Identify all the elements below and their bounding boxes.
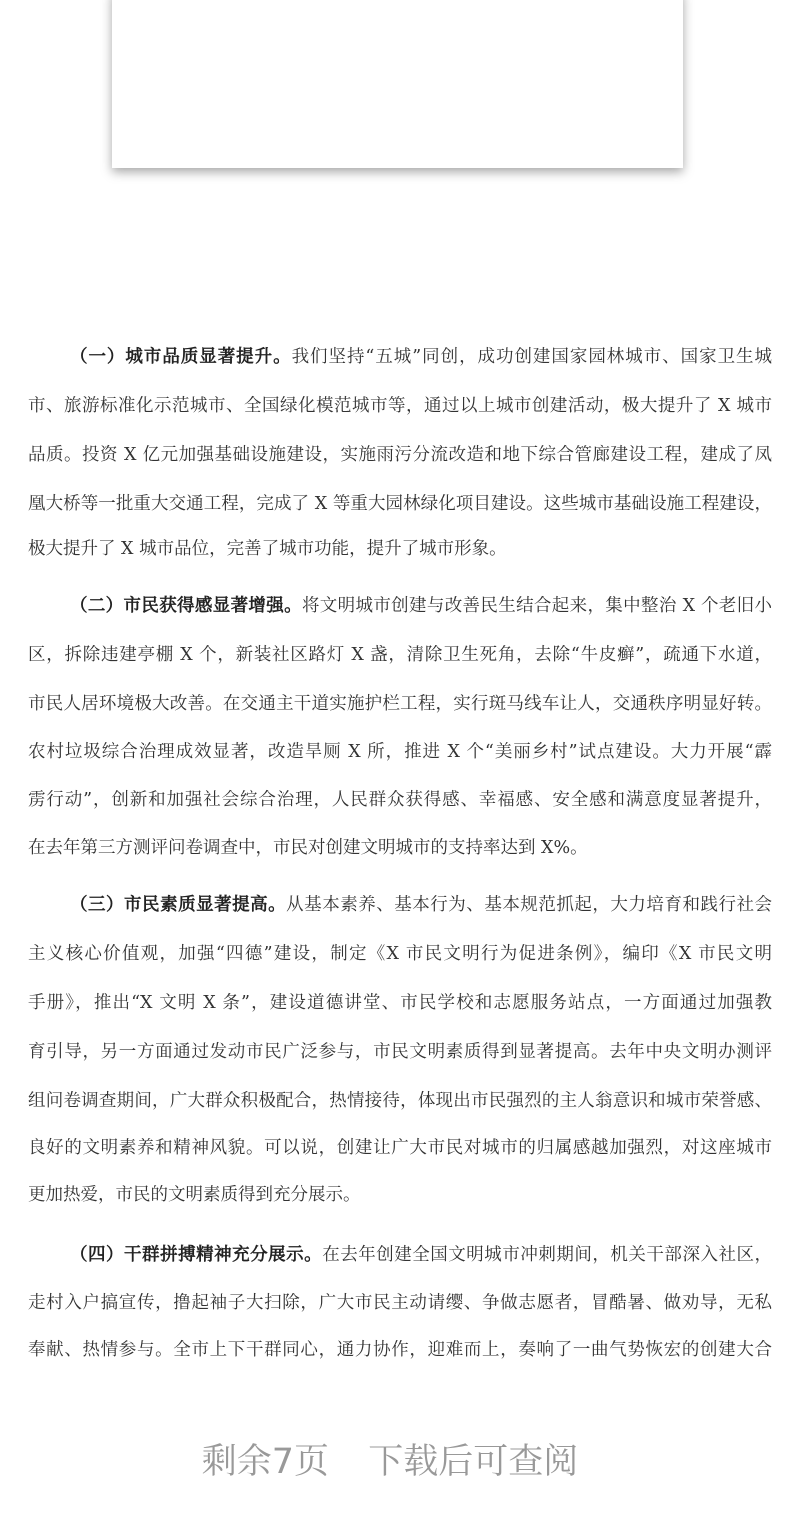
paragraph-text: 更加热爱，市民的文明素质得到充分展示。 xyxy=(28,1185,361,1205)
paragraph-text: 在去年第三方测评问卷调查中，市民对创建文明城市的支持率达到 X%。 xyxy=(28,838,588,858)
paragraph-line xyxy=(28,1291,772,1315)
paragraph-text: 奉献、热情参与。全市上下干群同心，通力协作，迎难而上，奏响了一曲气势恢宏的创建大合 xyxy=(28,1340,772,1360)
paragraph-text: 走村入户搞宣传，撸起袖子大扫除，广大市民主动请缨、争做志愿者，冒酷暑、做劝导，无私 xyxy=(28,1293,772,1313)
paragraph-line xyxy=(28,942,772,966)
paragraph-line xyxy=(70,345,772,369)
paragraph-line xyxy=(70,893,772,917)
paragraph-heading: （一）城市品质显著提升。 xyxy=(70,347,292,367)
download-to-view-text: 下载后可查阅 xyxy=(368,1442,579,1482)
paragraph-line xyxy=(28,394,772,418)
paragraph-line xyxy=(28,1183,772,1207)
paragraph-text: 良好的文明素养和精神风貌。可以说，创建让广大市民对城市的归属感越加强烈，对这座城市 xyxy=(28,1138,772,1158)
paragraph-line xyxy=(28,643,772,667)
paragraph-text: 我们坚持“五城”同创，成功创建国家园林城市、国家卫生城 xyxy=(291,347,772,367)
paragraph-heading: （四）干群拼搏精神充分展示。 xyxy=(70,1245,323,1265)
paragraph-line xyxy=(28,492,772,516)
paragraph-text: 极大提升了 X 城市品位，完善了城市功能，提升了城市形象。 xyxy=(28,539,507,559)
paragraph-line xyxy=(28,1040,772,1064)
paragraph-line xyxy=(28,692,772,716)
paragraph-text: 育引导，另一方面通过发动市民广泛参与，市民文明素质得到显著提高。去年中央文明办测评 xyxy=(28,1042,772,1062)
paragraph-line xyxy=(70,594,772,618)
paragraph-text: 凰大桥等一批重大交通工程，完成了 X 等重大园林绿化项目建设。这些城市基础设施工程建设， xyxy=(28,494,772,514)
paragraph-text: 品质。投资 X 亿元加强基础设施建设，实施雨污分流改造和地下综合管廊建设工程，建成了凤 xyxy=(28,445,772,465)
paragraph-text: 雳行动”，创新和加强社会综合治理，人民群众获得感、幸福感、安全感和满意度显著提升， xyxy=(28,790,772,810)
paragraph-line xyxy=(28,836,772,860)
paragraph-text: 主义核心价值观，加强“四德”建设，制定《X 市民文明行为促进条例》，编印《X 市民文明 xyxy=(28,944,772,964)
paragraph-text: 市民人居环境极大改善。在交通主干道实施护栏工程，实行斑马线车让人，交通秩序明显好转。 xyxy=(28,694,772,714)
paragraph-text: 市、旅游标准化示范城市、全国绿化模范城市等，通过以上城市创建活动，极大提升了 X 城市 xyxy=(28,396,772,416)
download-prompt[interactable] xyxy=(0,1434,780,1484)
paragraph-line xyxy=(28,788,772,812)
paragraph-line xyxy=(28,740,772,764)
paragraph-line xyxy=(28,1338,772,1362)
paragraph-text: 在去年创建全国文明城市冲刺期间，机关干部深入社区， xyxy=(322,1245,773,1265)
paragraph-line xyxy=(28,537,772,561)
paragraph-line xyxy=(28,1089,772,1113)
paragraph-text: 区，拆除违建亭棚 X 个，新装社区路灯 X 盏，清除卫生死角，去除“牛皮癣”，疏通下水道， xyxy=(28,645,772,665)
paragraph-heading: （二）市民获得感显著增强。 xyxy=(70,596,302,616)
paragraph-line xyxy=(28,1136,772,1160)
paragraph-text: 将文明城市创建与改善民生结合起来，集中整治 X 个老旧小 xyxy=(301,596,772,616)
paragraph-text: 农村垃圾综合治理成效显著，改造旱厕 X 所，推进 X 个“美丽乡村”试点建设。大力开展“霹 xyxy=(28,742,772,762)
paragraph-text: 从基本素养、基本行为、基本规范抓起，大力培育和践行社会 xyxy=(286,895,773,915)
paragraph-heading: （三）市民素质显著提高。 xyxy=(70,895,287,915)
remaining-pages-text: 剩余7页 xyxy=(201,1442,330,1482)
paragraph-line xyxy=(28,991,772,1015)
paragraph-text: 手册》，推出“X 文明 X 条”，建设道德讲堂、市民学校和志愿服务站点，一方面通过加强教 xyxy=(28,993,772,1013)
paragraph-line xyxy=(28,443,772,467)
previous-page-preview xyxy=(112,0,683,168)
paragraph-text: 组问卷调查期间，广大群众积极配合，热情接待，体现出市民强烈的主人翁意识和城市荣誉感、 xyxy=(28,1091,772,1111)
paragraph-line xyxy=(70,1243,772,1267)
